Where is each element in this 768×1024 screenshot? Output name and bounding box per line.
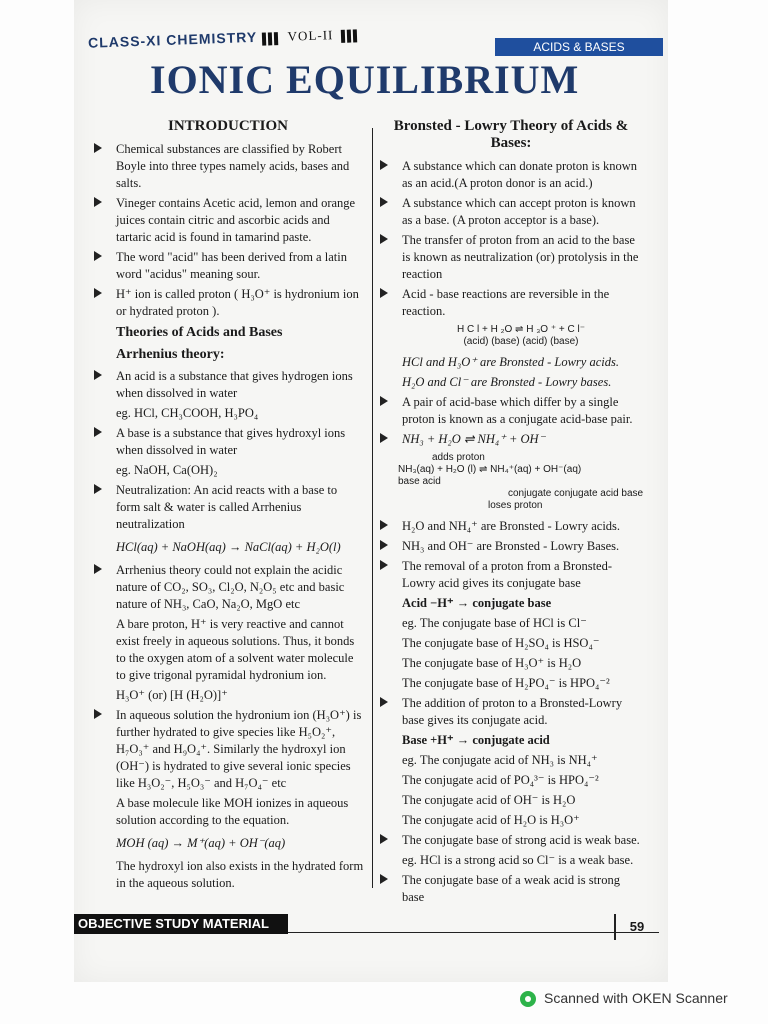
list-item: NH₃ and OH⁻ are Bronsted - Lowry Bases. — [378, 538, 644, 555]
example-text: eg. HCl, CH₃COOH, H₃PO₄ — [116, 406, 259, 420]
moh-text: A base molecule like MOH ionizes in aqueous solution according to the equation. — [116, 796, 349, 827]
proton-text: A bare proton, H⁺ is very reactive and cannot exist freely in aqueous solutions. Thus, it bonds to the oxygen atom of a solvent water molecule to give trigonal pyramidal hydronium ion. — [116, 617, 355, 682]
example-text: The conjugate acid of PO₄³⁻ is HPO₄⁻² — [402, 773, 599, 787]
bullet-arrow-icon — [380, 697, 388, 707]
class-label: CLASS-XI CHEMISTRY VOL-II — [88, 25, 360, 52]
bullet-arrow-icon — [380, 197, 388, 207]
right-column — [378, 116, 644, 909]
list-item: In aqueous solution the hydronium ion (H₃O⁺) is further hydrated to give species like H₅O₂⁺, H₇O₃⁺ and H₉O₄⁺. Similarly the hydroxyl ion (OH⁻) is hydrated to give several ionic species like H₃O₂⁻, H₅O₃⁻ and H₇O₄⁻ etc — [92, 707, 364, 792]
example-text: The conjugate base of H₃O⁺ is H₂O — [402, 656, 582, 670]
equilibrium-diagram-hcl: H C l + H ₂O ⇌ H ₃O ⁺ + C l⁻ (acid) (base) (acid) (base) — [456, 324, 586, 347]
bullet-arrow-icon — [94, 427, 102, 437]
bullet-arrow-icon — [380, 288, 388, 298]
example-text: The conjugate acid of H₂O is H₃O⁺ — [402, 813, 580, 827]
list-item: H₂O and NH₄⁺ are Bronsted - Lowry acids. — [378, 518, 644, 535]
bullet-arrow-icon — [380, 834, 388, 844]
list-item: The conjugate base of strong acid is weak base. — [378, 832, 644, 849]
bullet-arrow-icon — [380, 160, 388, 170]
moh-equation: MOH (aq) → M⁺(aq) + OH⁻(aq) — [116, 836, 286, 850]
list-item: Chemical substances are classified by Robert Boyle into three types namely acids, bases and salts. — [92, 141, 364, 192]
list-item: A pair of acid-base which differ by a single proton is known as a conjugate acid-base pair. — [378, 394, 644, 428]
example-text: The conjugate acid of OH⁻ is H₂O — [402, 793, 576, 807]
hydronium-formula: H₃O⁺ (or) [H (H₂O)]⁺ — [116, 688, 228, 702]
bullet-arrow-icon — [380, 396, 388, 406]
bullet-arrow-icon — [94, 288, 102, 298]
list-item: The transfer of proton from an acid to the base is known as neutralization (or) protolysis in the reaction — [378, 232, 644, 283]
intro-heading: INTRODUCTION — [167, 118, 288, 134]
bullet-arrow-icon — [94, 484, 102, 494]
bullet-arrow-icon — [380, 540, 388, 550]
bullet-arrow-icon — [380, 560, 388, 570]
bullet-arrow-icon — [94, 709, 102, 719]
list-item: A substance which can accept proton is known as a base. (A proton acceptor is a base). — [378, 195, 644, 229]
column-divider — [372, 128, 373, 888]
list-item: NH₃ + H₂O ⇌ NH₄⁺ + OH⁻ — [378, 431, 644, 448]
list-item: The addition of proton to a Bronsted-Lowry base gives its conjugate acid. — [378, 695, 644, 729]
example-text: The conjugate base of H₂PO₄⁻ is HPO₄⁻² — [402, 676, 610, 690]
section-tag: ACIDS & BASES — [495, 38, 663, 56]
bars-decoration — [262, 29, 281, 46]
equilibrium-diagram-nh3: adds proton NH₃(aq) + H₂O (l) ⇌ NH₄⁺(aq) + OH⁻(aq) base acid conjugate conjugate acid base loses proton — [398, 452, 644, 511]
base-note: H₂O and Cl⁻ are Bronsted - Lowry bases. — [402, 375, 612, 389]
list-item: An acid is a substance that gives hydrogen ions when dissolved in water — [92, 368, 364, 402]
acid-note: HCl and H₃O⁺ are Bronsted - Lowry acids. — [402, 355, 619, 369]
list-item: The removal of a proton from a Bronsted-Lowry acid gives its conjugate base — [378, 558, 644, 592]
list-item: Neutralization: An acid reacts with a base to form salt & water is called Arrhenius neutralization — [92, 482, 364, 533]
bullet-arrow-icon — [380, 520, 388, 530]
list-item: The word "acid" has been derived from a latin word "acidus" meaning sour. — [92, 249, 364, 283]
example-text: eg. HCl is a strong acid so Cl⁻ is a weak base. — [402, 853, 634, 867]
list-item: Arrhenius theory could not explain the acidic nature of CO₂, SO₃, Cl₂O, N₂O₅ etc and basic nature of NH₃, CaO, Na₂O, MgO etc — [92, 562, 364, 613]
footer-label: OBJECTIVE STUDY MATERIAL — [74, 914, 288, 934]
bullet-arrow-icon — [380, 234, 388, 244]
volume-label: VOL-II — [287, 27, 334, 44]
bullet-arrow-icon — [380, 433, 388, 443]
list-item: Vineger contains Acetic acid, lemon and orange juices contain citric and ascorbic acids and tartaric acid is found in tamarind paste. — [92, 195, 364, 246]
example-text: The conjugate base of H₂SO₄ is HSO₄⁻ — [402, 636, 600, 650]
example-text: eg. The conjugate base of HCl is Cl⁻ — [402, 616, 587, 630]
list-item: Acid - base reactions are reversible in the reaction. — [378, 286, 644, 320]
acid-rule: Acid −H⁺ → conjugate base — [402, 596, 552, 610]
list-item: H⁺ ion is called proton ( H₃O⁺ is hydronium ion or hydrated proton ). — [92, 286, 364, 320]
example-text: eg. The conjugate acid of NH₃ is NH₄⁺ — [402, 753, 598, 767]
base-rule: Base +H⁺ → conjugate acid — [402, 733, 550, 747]
arrhenius-heading: Arrhenius theory: — [116, 347, 225, 362]
bullet-arrow-icon — [380, 874, 388, 884]
hydroxyl-text: The hydroxyl ion also exists in the hydrated form in the aqueous solution. — [116, 859, 364, 890]
bullet-arrow-icon — [94, 143, 102, 153]
theories-heading: Theories of Acids and Bases — [116, 325, 283, 340]
bullet-arrow-icon — [94, 564, 102, 574]
page-header — [88, 24, 663, 54]
oken-scanner-icon — [520, 991, 536, 1007]
bars-decoration — [341, 27, 360, 44]
scanner-watermark: Scanned with OKEN Scanner — [520, 990, 728, 1007]
left-column — [92, 116, 364, 895]
page-number: 59 — [614, 914, 658, 940]
example-text: eg. NaOH, Ca(OH)₂ — [116, 463, 218, 477]
bullet-arrow-icon — [94, 251, 102, 261]
neutralization-equation: HCl(aq) + NaOH(aq) → NaCl(aq) + H₂O(l) — [116, 540, 341, 554]
list-item: The conjugate base of a weak acid is strong base — [378, 872, 644, 906]
bullet-arrow-icon — [94, 197, 102, 207]
list-item: A base is a substance that gives hydroxyl ions when dissolved in water — [92, 425, 364, 459]
bronsted-heading: Bronsted - Lowry Theory of Acids & Bases: — [393, 118, 629, 151]
page-title: IONIC EQUILIBRIUM — [150, 57, 580, 102]
list-item: A substance which can donate proton is known as an acid.(A proton donor is an acid.) — [378, 158, 644, 192]
bullet-arrow-icon — [94, 370, 102, 380]
